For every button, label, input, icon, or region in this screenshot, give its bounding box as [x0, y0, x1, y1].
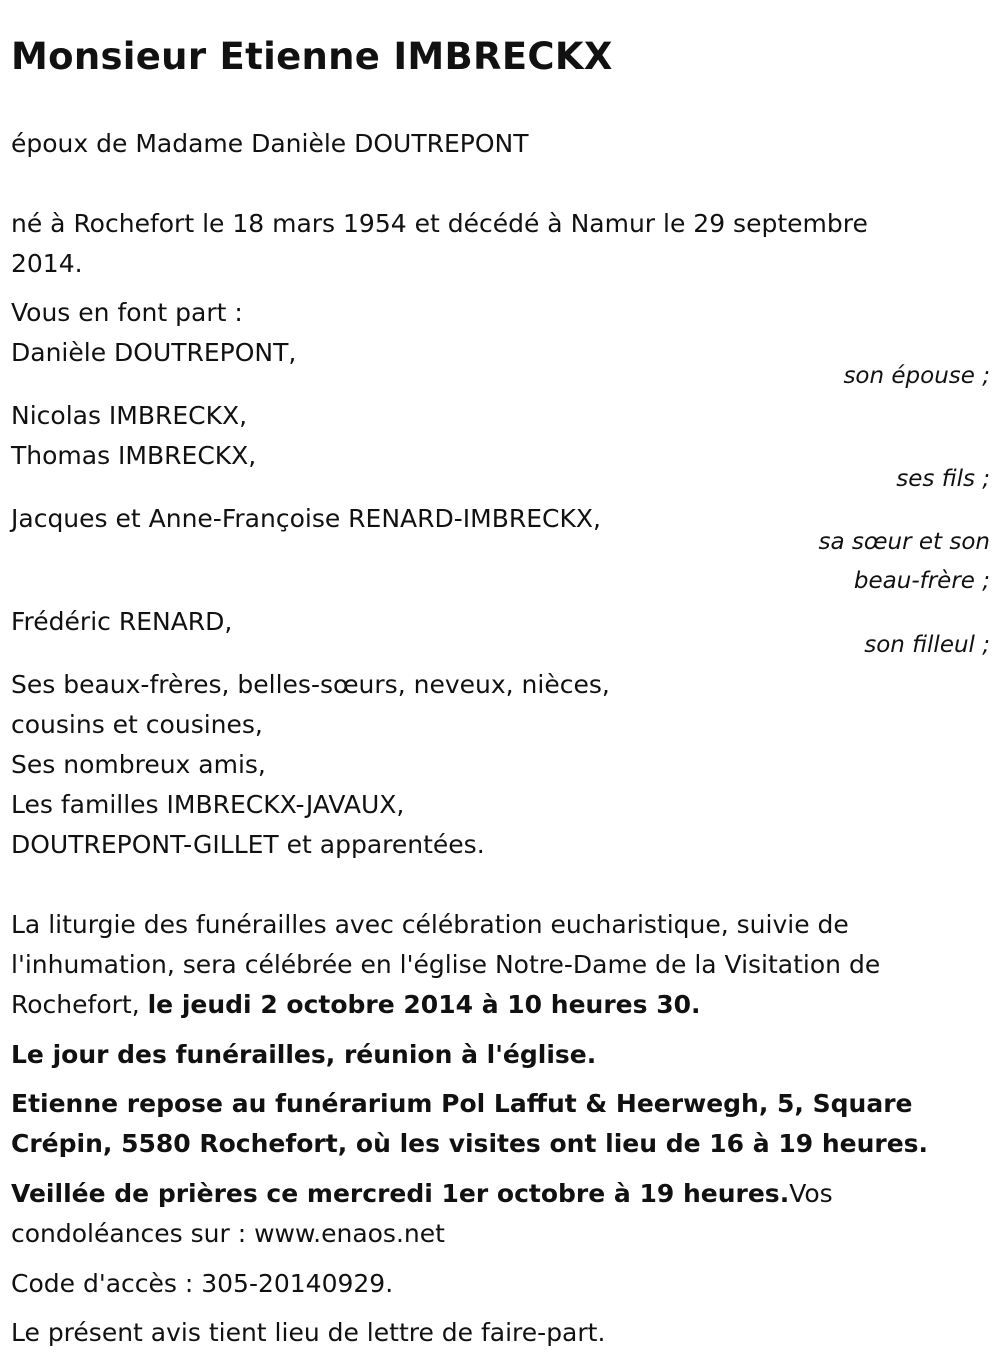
family-others-line-3: Ses nombreux amis,: [11, 750, 266, 779]
family-others-line-2: cousins et cousines,: [11, 710, 263, 739]
spouse-line: époux de Madame Danièle DOUTREPONT: [11, 129, 529, 158]
condolences-lead: Vos: [789, 1179, 833, 1208]
spouse-name: Danièle DOUTREPONT,: [11, 338, 297, 367]
funeral-line-1: La liturgie des funérailles avec célébration eucharistique, suivie de: [11, 910, 849, 939]
family-others-line-5: DOUTREPONT-GILLET et apparentées.: [11, 830, 485, 859]
sister-role-line-1: sa sœur et son: [818, 529, 990, 555]
family-others-line-1: Ses beaux-frères, belles-sœurs, neveux, nièces,: [11, 670, 610, 699]
funeral-line-2: l'inhumation, sera célébrée en l'église Notre-Dame de la Visitation de: [11, 950, 881, 979]
funeral-location-end: Rochefort,: [11, 990, 148, 1019]
condolences-line: condoléances sur : www.enaos.net: [11, 1219, 445, 1248]
godson-role: son filleul ;: [864, 632, 990, 658]
vigil-notice: Veillée de prières ce mercredi 1er octobre à 19 heures.: [11, 1179, 790, 1208]
vigil-line-1: [11, 1174, 833, 1214]
family-others-line-4: Les familles IMBRECKX-JAVAUX,: [11, 790, 405, 819]
funeral-date-time: le jeudi 2 octobre 2014 à 10 heures 30.: [147, 990, 701, 1019]
spouse-role: son épouse ;: [843, 363, 990, 389]
son-name-2: Thomas IMBRECKX,: [11, 441, 257, 470]
sister-name: Jacques et Anne-Françoise RENARD-IMBRECKX,: [11, 504, 601, 533]
godson-name: Frédéric RENARD,: [11, 607, 233, 636]
birth-death-line-2: 2014.: [11, 249, 83, 278]
sons-role: ses fils ;: [896, 466, 990, 492]
resting-line-1: Etienne repose au funérarium Pol Laffut & Heerwegh, 5, Square: [11, 1089, 913, 1118]
deceased-name-title: Monsieur Etienne IMBRECKX: [11, 35, 613, 78]
resting-line-2: Crépin, 5580 Rochefort, où les visites ont lieu de 16 à 19 heures.: [11, 1129, 929, 1158]
access-code: Code d'accès : 305-20140929.: [11, 1269, 394, 1298]
closing-notice: Le présent avis tient lieu de lettre de faire-part.: [11, 1318, 606, 1347]
announcement-intro: Vous en font part :: [11, 298, 243, 327]
birth-death-line-1: né à Rochefort le 18 mars 1954 et décédé à Namur le 29 septembre: [11, 209, 868, 238]
sister-role-line-2: beau-frère ;: [853, 568, 990, 594]
meeting-notice: Le jour des funérailles, réunion à l'église.: [11, 1040, 597, 1069]
funeral-line-3: [11, 985, 700, 1025]
son-name-1: Nicolas IMBRECKX,: [11, 401, 248, 430]
